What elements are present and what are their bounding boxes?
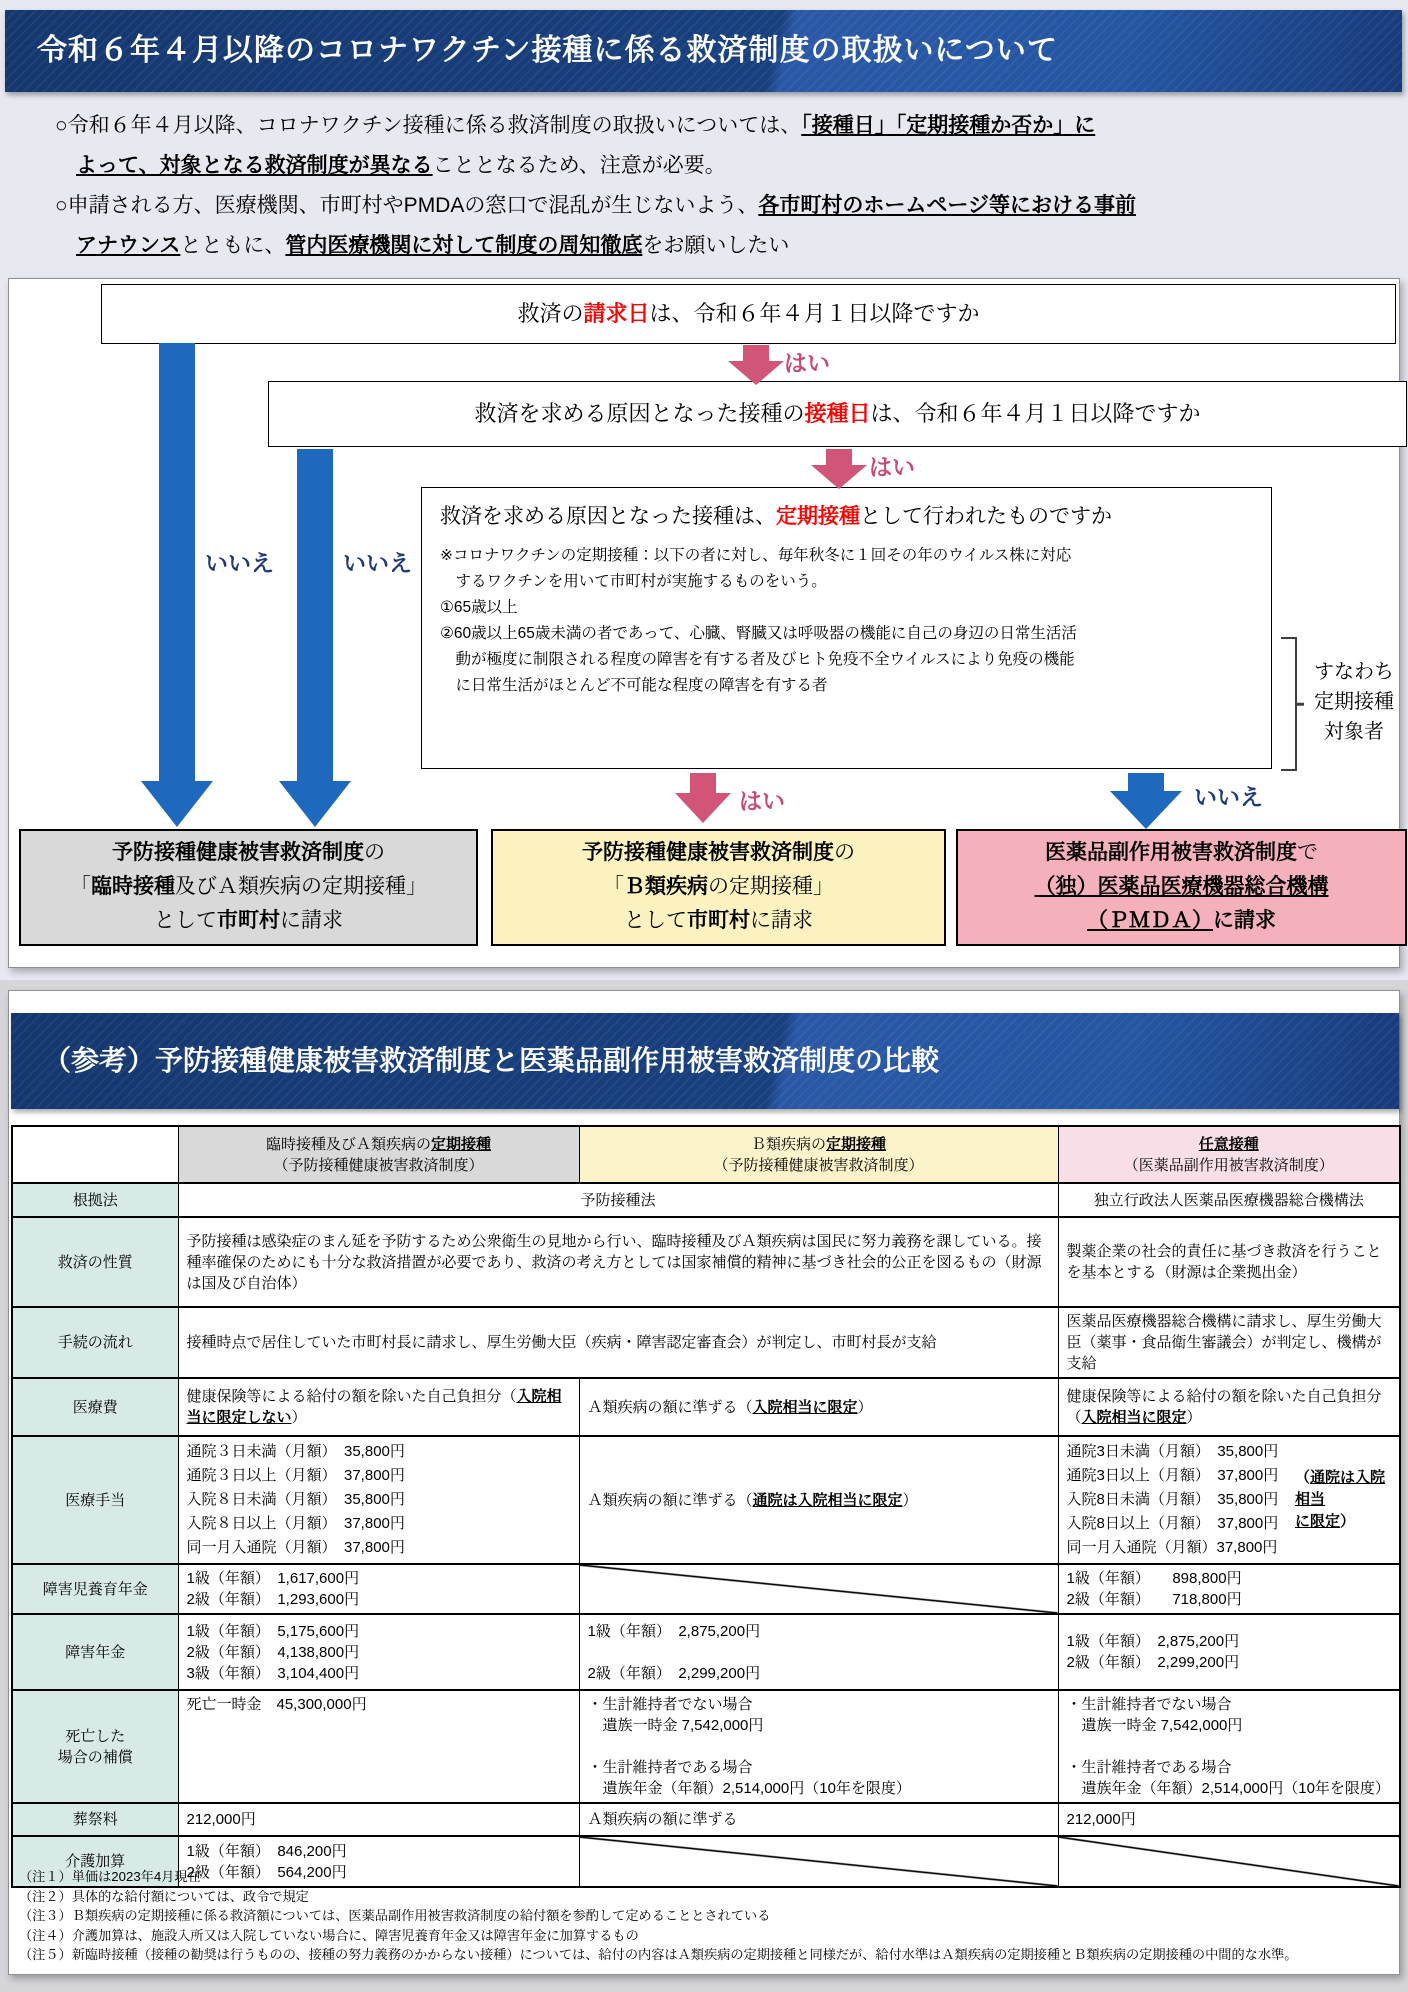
label-no-1: いいえ — [205, 550, 274, 576]
cell-iryohi-c: 健康保険等による給付の額を除いた自己負担分（入院相当に限定） — [1058, 1378, 1400, 1436]
flow-question-claim-date: 救済の請求日は、令和６年４月１日以降ですか — [101, 284, 1396, 344]
table-row — [12, 1183, 1400, 1217]
label-yes-3: はい — [739, 788, 785, 814]
cell-shogaiji-c: 1級（年額） 898,800円 2級（年額） 718,800円 — [1058, 1564, 1400, 1614]
page-title: 令和６年４月以降のコロナワクチン接種に係る救済制度の取扱いについて — [5, 10, 1402, 92]
arrow-yes-2 — [826, 449, 852, 465]
footnote-3: （注３）Ｂ類疾病の定期接種に係る救済額については、医薬品副作用被害救済制度の給付額を参酌して定めることとされている — [19, 1908, 771, 1923]
footnote-2: （注２）具体的な給付額については、政令で規定 — [19, 1888, 309, 1904]
routine-target-label: すなわち 定期接種 対象者 — [1314, 661, 1394, 743]
arrow-no-1 — [159, 343, 195, 781]
cell-seishitsu-ab: 予防接種は感染症のまん延を予防するため公衆衛生の見地から行い、臨時接種及びＡ類疾病は国民に努力義務を課している。接種率確保のためにも十分な救済措置が必要であり、救済の考え方としては国家補償的精神に基づき社会的公正を図るもの（財源は国及び自治体） — [178, 1217, 1058, 1307]
arrow-no-1-head — [141, 781, 213, 827]
row-label-sosai: 葬祭料 — [12, 1803, 178, 1836]
arrow-yes-3-head — [675, 793, 731, 823]
arrow-yes-3 — [690, 773, 716, 793]
cell-iryoteate-b: Ａ類疾病の額に準ずる（通院は入院相当に限定） — [579, 1436, 1058, 1564]
row-label-iryohi: 医療費 — [12, 1378, 178, 1436]
cell-shibo-c: ・生計維持者でない場合 遺族一時金 7,542,000円 ・生計維持者である場合 遺族年金（年額）2,514,000円（10年を限度） — [1058, 1690, 1400, 1803]
cell-seishitsu-c: 製薬企業の社会的責任に基づき救済を行うことを基本とする（財源は企業拠出金） — [1058, 1217, 1400, 1307]
cell-tetsuzuki-c: 医薬品医療機器総合機構に請求し、厚生労働大臣（薬事・食品衛生審議会）が判定し、機構が支給 — [1058, 1307, 1400, 1378]
flow-routine-definition-note: ※コロナワクチンの定期接種：以下の者に対し、毎年秋冬に１回その年のウイルス株に対応 するワクチンを用いて市町村が実施するものをいう。 ①65歳以上 ②60歳以上65歳未満の者であって、心臓、腎臓又は呼吸器の機能に自己の身辺の日常生活活 動が極度に制限される程度の障害を有する者及びヒト免疫不全ウイルスにより免疫の機能 に日常生活がほとんど不可能な程度の障害を有する者 — [440, 547, 1077, 694]
cell-shibo-b: ・生計維持者でない場合 遺族一時金 7,542,000円 ・生計維持者である場合 遺族年金（年額）2,514,000円（10年を限度） — [579, 1690, 1058, 1803]
flow-question-vaccination-date: 救済を求める原因となった接種の接種日は、令和６年４月１日以降ですか — [268, 381, 1407, 447]
cell-kaigo-a: 1級（年額） 846,200円 2級（年額） 564,200円 — [178, 1836, 579, 1887]
row-label-shibo: 死亡した 場合の補償 — [12, 1690, 178, 1803]
arrow-yes-1-head — [728, 361, 784, 385]
comparison-title: （参考）予防接種健康被害救済制度と医薬品副作用被害救済制度の比較 — [11, 1013, 1399, 1109]
cell-iryoteate-a: 通院３日未満（月額） 35,800円 通院３日以上（月額） 37,800円 入院８日未満（月額） 35,800円 入院８日以上（月額） 37,800円 同一月入通院（月額） 37,800円 — [178, 1436, 579, 1564]
row-label-konkyoho: 根拠法 — [12, 1183, 178, 1217]
arrow-yes-2-head — [811, 465, 867, 489]
footnote-1: （注１）単価は2023年4月現在 — [19, 1869, 201, 1884]
header-corner-cell — [12, 1126, 178, 1183]
cell-tetsuzuki-ab: 接種時点で居住していた市町村長に請求し、厚生労働大臣（疾病・障害認定審査会）が判定し、市町村長が支給 — [178, 1307, 1058, 1378]
table-row — [12, 1217, 1400, 1307]
row-label-iryoteate: 医療手当 — [12, 1436, 178, 1564]
cell-shogaiji-a: 1級（年額） 1,617,600円 2級（年額） 1,293,600円 — [178, 1564, 579, 1614]
cell-sosai-c: 212,000円 — [1058, 1803, 1400, 1836]
footnotes — [19, 1867, 1297, 1965]
header-col-b: Ｂ類疾病の定期接種 （予防接種健康被害救済制度） — [579, 1126, 1058, 1183]
cell-shogai-a: 1級（年額） 5,175,600円 2級（年額） 4,138,800円 3級（年額） 3,104,400円 — [178, 1614, 579, 1690]
footnote-5: （注５）新臨時接種（接種の勧奨は行うものの、接種の努力義務のかからない接種）については、給付の内容はＡ類疾病の定期接種と同様だが、給付水準はＡ類疾病の定期接種とＢ類疾病の定期接種の中間的な水準。 — [19, 1947, 1298, 1962]
cell-sosai-a: 212,000円 — [178, 1803, 579, 1836]
cell-iryoteate-c — [1058, 1436, 1400, 1564]
result-box-municipal-a-class: 予防接種健康被害救済制度の 「臨時接種及びＡ類疾病の定期接種」 として市町村に請求 — [19, 829, 478, 946]
table-row — [12, 1564, 1400, 1614]
table-row — [12, 1436, 1400, 1564]
label-yes-1: はい — [784, 350, 830, 376]
arrow-no-3 — [1128, 773, 1164, 791]
flow-question-routine-vaccination — [421, 487, 1272, 769]
intro-text: ○令和６年４月以降、コロナワクチン接種に係る救済制度の取扱いについては、「接種日」「定期接種か否か」に よって、対象となる救済制度が異なることとなるため、注意が必要。 ○申請される方、医療機関、市町村やPMDAの窓口で混乱が生じないよう、各市町村のホームページ等における事前 アナウンスとともに、管内医療機関に対して制度の周知徹底をお願いしたい — [55, 114, 1136, 257]
cell-shogai-b: 1級（年額） 2,875,200円 2級（年額） 2,299,200円 — [579, 1614, 1058, 1690]
flow-question-routine-title: 救済を求める原因となった接種は、定期接種として行われたものですか — [440, 505, 1112, 528]
cell-sosai-b: Ａ類疾病の額に準ずる — [579, 1803, 1058, 1836]
table-row — [12, 1803, 1400, 1836]
row-label-seishitsu: 救済の性質 — [12, 1217, 178, 1307]
table-header-row — [12, 1126, 1400, 1183]
comparison-table — [11, 1125, 1401, 1888]
row-label-kaigo: 介護加算 — [12, 1836, 178, 1887]
iryoteate-c-note: （通院は入院相当 に限定） — [1295, 1469, 1386, 1530]
row-label-shogaiji: 障害児養育年金 — [12, 1564, 178, 1614]
label-no-3: いいえ — [1194, 784, 1263, 810]
flowchart-panel — [8, 278, 1400, 968]
arrow-no-2-head — [279, 781, 351, 827]
row-label-shogai: 障害年金 — [12, 1614, 178, 1690]
cell-konkyoho-ab: 予防接種法 — [178, 1183, 1058, 1217]
comparison-panel — [8, 990, 1400, 1975]
footnote-4: （注４）介護加算は、施設入所又は入院していない場合に、障害児養育年金又は障害年金に加算するもの — [19, 1927, 639, 1943]
routine-target-bracket — [1281, 637, 1297, 771]
cell-iryohi-b: Ａ類疾病の額に準ずる（入院相当に限定） — [579, 1378, 1058, 1436]
arrow-yes-1 — [743, 345, 769, 361]
arrow-no-3-head — [1110, 791, 1182, 829]
result-box-municipal-b-class: 予防接種健康被害救済制度の 「Ｂ類疾病の定期接種」 として市町村に請求 — [491, 829, 946, 946]
table-row — [12, 1690, 1400, 1803]
iryoteate-c-amounts: 通院3日未満（月額） 35,800円 通院3日以上（月額） 37,800円 入院8日未満（月額） 35,800円 入院8日以上（月額） 37,800円 同一月入通院（月額）37,800円 — [1066, 1443, 1279, 1556]
table-row — [12, 1614, 1400, 1690]
result-box-pmda: 医薬品副作用被害救済制度で （独）医薬品医療機器総合機構 （ＰＭＤＡ）に請求 — [956, 829, 1407, 946]
cell-shogai-c: 1級（年額） 2,875,200円 2級（年額） 2,299,200円 — [1058, 1614, 1400, 1690]
table-row — [12, 1307, 1400, 1378]
header-col-c: 任意接種 （医薬品副作用被害救済制度） — [1058, 1126, 1400, 1183]
table-row — [12, 1378, 1400, 1436]
row-label-tetsuzuki: 手続の流れ — [12, 1307, 178, 1378]
cell-konkyoho-c: 独立行政法人医薬品医療機器総合機構法 — [1058, 1183, 1400, 1217]
label-no-2: いいえ — [343, 550, 412, 576]
cell-shogaiji-b-na — [579, 1564, 1058, 1614]
cell-shibo-a: 死亡一時金 45,300,000円 — [178, 1690, 579, 1803]
cell-iryohi-a: 健康保険等による給付の額を除いた自己負担分（入院相当に限定しない） — [178, 1378, 579, 1436]
arrow-no-2 — [297, 449, 333, 781]
header-col-a: 臨時接種及びＡ類疾病の定期接種 （予防接種健康被害救済制度） — [178, 1126, 579, 1183]
label-yes-2: はい — [869, 454, 915, 480]
